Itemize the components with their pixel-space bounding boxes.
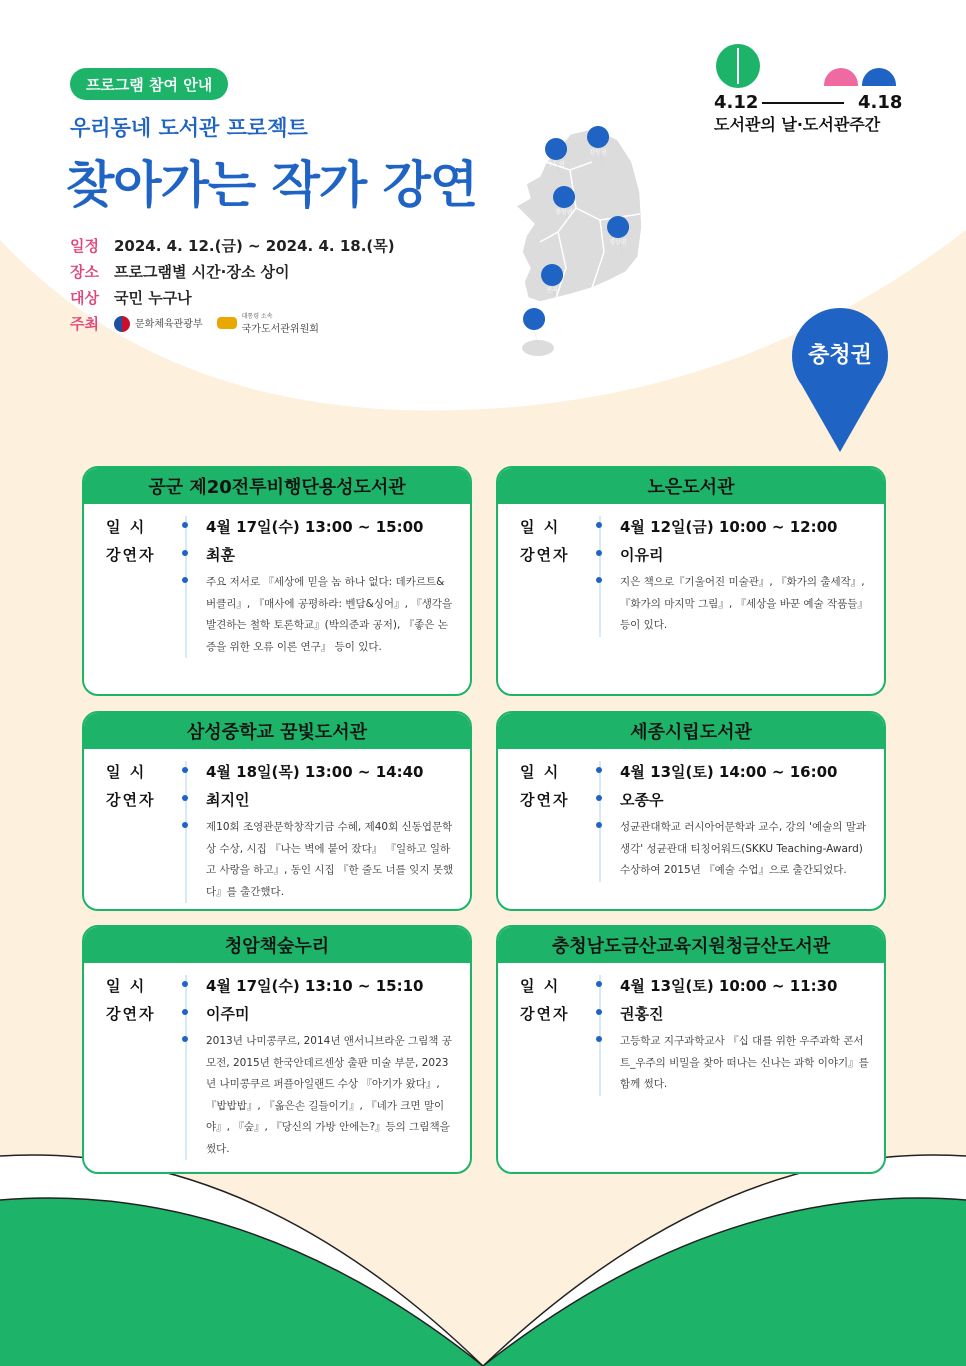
korea-map	[500, 122, 670, 372]
info-value: 2024. 4. 12.(금) ~ 2024. 4. 18.(목)	[114, 236, 395, 255]
date-label: 일 시	[106, 977, 147, 995]
bullet-icon	[596, 522, 602, 528]
library-committee-logo	[217, 311, 319, 335]
svg-text:전라: 전라	[546, 287, 558, 294]
org1-name: 문화체육관광부	[135, 318, 203, 330]
speaker-name: 오종우	[620, 791, 664, 809]
speaker-bio: 고등학교 지구과학교사 『십 대를 위한 우주과학 콘서트_우주의 비밀을 찾아 떠나는 신나는 과학 이야기』를 함께 썼다.	[620, 1035, 869, 1090]
date-label: 일 시	[520, 977, 561, 995]
speaker-name: 최훈	[206, 546, 235, 564]
speaker-bio: 제10회 조영관문학창작기금 수혜, 제40회 신동엽문학상 수상, 시집 『나는 벽에 붙어 잤다』 『일하고 일하고 사랑을 하고』, 동인 시집 『한 줄도 너를 잊지 못했다』를 출간했다.	[206, 821, 454, 898]
library-card	[82, 925, 472, 1174]
library-week-logo	[700, 40, 910, 140]
library-card	[82, 711, 472, 911]
pink-half-circle-icon	[824, 68, 858, 86]
svg-text:충청권: 충청권	[555, 209, 573, 216]
speaker-bio: 성균관대학교 러시아어문학과 교수, 강의 '예술의 말과 생각' 성균관대 티칭어워드(SKKU Teaching-Award) 수상하여 2015년 『예술 수업』으로 출간되었다.	[620, 821, 867, 876]
svg-text:제주: 제주	[528, 331, 540, 338]
green-circle-icon	[716, 44, 760, 88]
svg-text:경상권: 경상권	[609, 239, 627, 246]
bullet-icon	[596, 1036, 602, 1042]
speaker-label: 강연자	[106, 791, 156, 809]
bullet-icon	[596, 795, 602, 801]
library-name: 충청남도금산교육지원청금산도서관	[498, 927, 884, 963]
library-card	[496, 466, 886, 696]
speaker-label: 강연자	[520, 1005, 570, 1023]
speaker-label: 강연자	[106, 1005, 156, 1023]
mcst-logo	[114, 315, 203, 332]
info-value: 프로그램별 시간·장소 상이	[114, 262, 290, 281]
info-label: 일정	[70, 236, 99, 255]
bullet-icon	[596, 822, 602, 828]
date-label: 일 시	[520, 763, 561, 781]
bullet-icon	[182, 550, 188, 556]
program-guide-badge	[70, 68, 228, 100]
host-logos	[114, 311, 319, 335]
week-start-date: 4.12	[714, 92, 759, 113]
bullet-icon	[182, 981, 188, 987]
info-label: 대상	[70, 288, 99, 307]
library-name: 노은도서관	[498, 468, 884, 504]
speaker-name: 권홍진	[620, 1005, 664, 1023]
event-info	[70, 232, 395, 336]
project-subtitle: 우리동네 도서관 프로젝트	[70, 116, 308, 140]
speaker-label: 강연자	[520, 546, 570, 564]
library-name: 공군 제20전투비행단용성도서관	[84, 468, 470, 504]
week-title: 도서관의 날·도서관주간	[714, 115, 881, 134]
blue-half-circle-icon	[862, 68, 896, 86]
library-card	[82, 466, 472, 696]
speaker-name: 이유리	[620, 546, 664, 564]
library-card	[496, 711, 886, 911]
lecture-date: 4월 13일(토) 14:00 ~ 16:00	[620, 763, 838, 781]
bullet-icon	[596, 1009, 602, 1015]
speaker-label: 강연자	[520, 791, 570, 809]
date-label: 일 시	[106, 518, 147, 536]
speaker-bio: 2013년 나미콩쿠르, 2014년 앤서니브라운 그림책 공모전, 2015년 한국안데르센상 출판 미술 부문, 2023년 나미콩쿠르 퍼플아일랜드 수상 『아기가 왔다』, 『밥밥밥』, 『옮은손 길들이기』, 『네가 크면 말이야』, 『숲』, 『당신의 가방 안에는?』등의 그림책을 썼다.	[206, 1035, 452, 1155]
speaker-name: 이주미	[206, 1005, 250, 1023]
bullet-icon	[182, 795, 188, 801]
info-label: 주최	[70, 314, 99, 333]
bullet-icon	[596, 981, 602, 987]
region-pin-icon	[790, 306, 890, 456]
speaker-name: 최지인	[206, 791, 250, 809]
week-end-date: 4.18	[858, 92, 903, 113]
date-range-line	[762, 102, 844, 104]
bullet-icon	[596, 767, 602, 773]
info-place	[70, 258, 395, 284]
lecture-date: 4월 17일(수) 13:00 ~ 15:00	[206, 518, 424, 536]
svg-text:강원권: 강원권	[589, 149, 607, 156]
info-label: 장소	[70, 262, 99, 281]
bullet-icon	[182, 767, 188, 773]
lecture-date: 4월 17일(수) 13:10 ~ 15:10	[206, 977, 424, 995]
speaker-label: 강연자	[106, 546, 156, 564]
info-value: 국민 누구나	[114, 288, 192, 307]
org2-small: 대통령 소속	[241, 313, 273, 320]
info-target	[70, 284, 395, 310]
bullet-icon	[182, 522, 188, 528]
speaker-bio: 주요 저서로 『세상에 믿을 놈 하나 없다: 데카르트& 버클리』, 『매사에 공평하라: 벤담&싱어』, 『생각을 발견하는 철학 토론학교』(박의준과 공저), 『좋은 논증을 위한 오류 이론 연구』 등이 있다.	[206, 576, 453, 653]
library-name: 청암책숲누리	[84, 927, 470, 963]
org2-name: 국가도서관위원회	[241, 324, 319, 335]
svg-text:수도권: 수도권	[547, 161, 565, 168]
committee-icon	[217, 317, 237, 329]
info-host	[70, 310, 395, 336]
library-name: 세종시립도서관	[498, 713, 884, 749]
taegeuk-icon	[114, 316, 130, 332]
bullet-icon	[182, 822, 188, 828]
info-schedule	[70, 232, 395, 258]
bullet-icon	[182, 1009, 188, 1015]
date-label: 일 시	[520, 518, 561, 536]
library-card	[496, 925, 886, 1174]
bullet-icon	[182, 577, 188, 583]
bullet-icon	[182, 1036, 188, 1042]
region-label: 충청권	[808, 343, 872, 368]
badge-label: 프로그램 참여 안내	[85, 75, 213, 94]
speaker-bio: 지은 책으로『기울어진 미술관』, 『화가의 출세작』, 『화가의 마지막 그림』, 『세상을 바꾼 예술 작품들』 등이 있다.	[620, 576, 868, 631]
lecture-date: 4월 13일(토) 10:00 ~ 11:30	[620, 977, 838, 995]
date-label: 일 시	[106, 763, 147, 781]
lecture-date: 4월 18일(목) 13:00 ~ 14:40	[206, 763, 424, 781]
library-name: 삼성중학교 꿈빛도서관	[84, 713, 470, 749]
page-title: 찾아가는 작가 강연	[66, 156, 478, 214]
bullet-icon	[596, 550, 602, 556]
bullet-icon	[596, 577, 602, 583]
lecture-date: 4월 12일(금) 10:00 ~ 12:00	[620, 518, 838, 536]
